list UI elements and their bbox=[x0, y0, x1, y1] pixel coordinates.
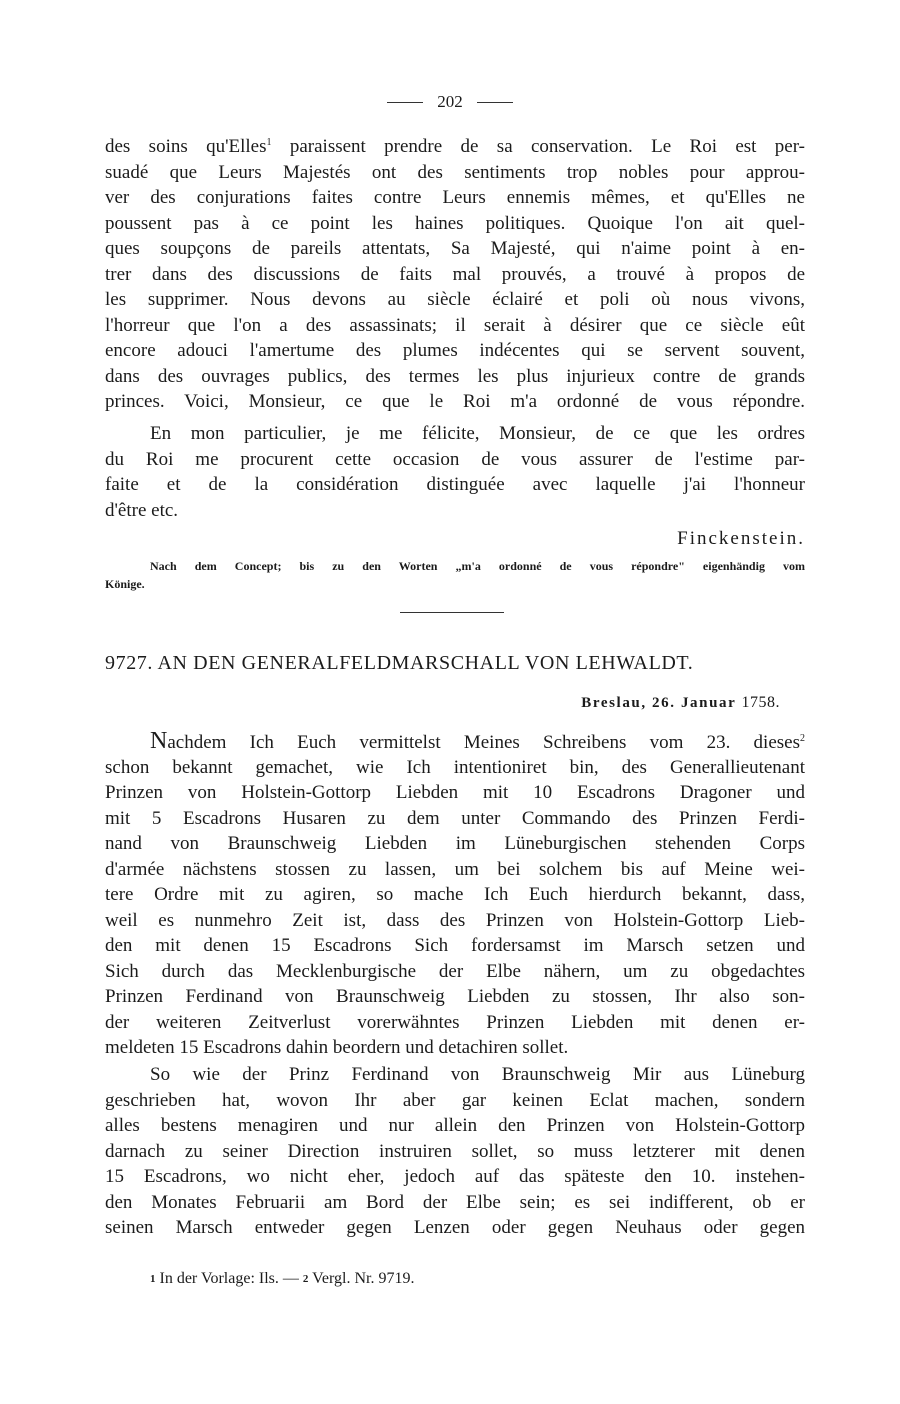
text-line: darnach zu seiner Direction instruiren sollet, so muss letzterer mit denen bbox=[105, 1140, 805, 1162]
footnote-mark: 1 bbox=[150, 1273, 156, 1285]
initial-letter: N bbox=[150, 728, 168, 754]
text-line: ques soupçons de pareils attentats, Sa Majesté, qui n'aime point à en- bbox=[105, 238, 805, 259]
text-line: l'horreur que l'on a des assassinats; il serait à désirer que ce siècle eût bbox=[105, 314, 805, 336]
text-line: Prinzen Ferdinand von Braunschweig Liebden zu stossen, Ihr also son- bbox=[105, 986, 805, 1007]
paragraph-1 bbox=[105, 134, 805, 415]
text-line: mit 5 Escadrons Husaren zu dem unter Commando des Prinzen Ferdi- bbox=[105, 807, 805, 829]
footnotes bbox=[150, 1268, 414, 1290]
text-line: So wie der Prinz Ferdinand von Braunschweig Mir aus Lüneburg bbox=[150, 1064, 805, 1085]
footnote-text: Vergl. Nr. 9719. bbox=[312, 1270, 415, 1287]
page-number: 202 bbox=[437, 92, 463, 111]
section-divider bbox=[400, 612, 504, 613]
text-line: der weiteren Zeitverlust vorerwähntes Prinzen Liebden mit denen er- bbox=[105, 1011, 805, 1033]
text-line: 15 Escadrons, wo nicht eher, jedoch auf das späteste den 10. instehen- bbox=[105, 1166, 805, 1187]
header-rule-left bbox=[387, 102, 423, 103]
paragraph-2 bbox=[105, 421, 805, 523]
text-line: geschrieben hat, wovon Ihr aber gar keinen Eclat machen, sondern bbox=[105, 1089, 805, 1111]
header-rule-right bbox=[477, 102, 513, 103]
dateline-year: 1758. bbox=[741, 694, 780, 711]
paragraph-3 bbox=[105, 729, 805, 1061]
footnote-ref: 1 bbox=[266, 137, 272, 148]
text-line: Nachdem Ich Euch vermittelst Meines Schreibens vom 23. dieses$^2$ bbox=[150, 728, 805, 754]
letter-heading: 9727. AN DEN GENERALFELDMARSCHALL VON LEHWALDT. bbox=[105, 652, 694, 674]
text-line: d'armée nächstens stossen zu lassen, um bei solchem bis auf Meine wei- bbox=[105, 858, 805, 880]
text-line: meldeten 15 Escadrons dahin beordern und detachiren sollet. bbox=[105, 1037, 569, 1058]
source-note bbox=[105, 557, 805, 593]
text-line: les supprimer. Nous devons au siècle éclairé et poli où nous vivons, bbox=[105, 289, 805, 310]
text-line: princes. Voici, Monsieur, ce que le Roi m'a ordonné de vous répondre. bbox=[105, 391, 805, 412]
text-line: nand von Braunschweig Liebden im Lüneburgischen stehenden Corps bbox=[105, 833, 805, 854]
text-line: poussent pas à ce point les haines politiques. Quoique l'on ait quel- bbox=[105, 212, 805, 234]
text-line: faite et de la considération distinguée avec laquelle j'ai l'honneur bbox=[105, 474, 805, 495]
text-line: suadé que Leurs Majestés ont des sentiments trop nobles pour approu- bbox=[105, 161, 805, 183]
text-line: des soins qu'Elles$^1$ paraissent prendre de sa conservation. Le Roi est per- bbox=[105, 136, 805, 157]
text-line: d'être etc. bbox=[105, 499, 179, 521]
signature: Finckenstein. bbox=[677, 528, 805, 549]
text-line: den mit denen 15 Escadrons Sich fordersamst im Marsch setzen und bbox=[105, 935, 805, 956]
note-line: Könige. bbox=[105, 577, 145, 591]
text-line: ver des conjurations faites contre Leurs ennemis mêmes, et qu'Elles ne bbox=[105, 187, 805, 208]
page-header bbox=[0, 90, 900, 114]
text-line: seinen Marsch entweder gegen Lenzen oder gegen Neuhaus oder gegen bbox=[105, 1217, 805, 1238]
footnote-text: In der Vorlage: Ils. — bbox=[159, 1270, 299, 1287]
paragraph-4 bbox=[105, 1062, 805, 1241]
text-line: weil es nunmehro Zeit ist, dass des Prinzen von Holstein-Gottorp Lieb- bbox=[105, 909, 805, 931]
text-line: En mon particulier, je me félicite, Monsieur, de ce que les ordres bbox=[150, 423, 805, 444]
text-line: tere Ordre mit zu agiren, so mache Ich Euch hierdurch bekannt, dass, bbox=[105, 884, 805, 905]
text-line: alles bestens menagiren und nur allein den Prinzen von Holstein-Gottorp bbox=[105, 1115, 805, 1136]
text-line: dans des ouvrages publics, des termes les plus injurieux contre de grands bbox=[105, 365, 805, 387]
footnote-mark: 2 bbox=[302, 1273, 309, 1285]
dateline bbox=[581, 694, 780, 712]
text-line: Prinzen von Holstein-Gottorp Liebden mit 10 Escadrons Dragoner und bbox=[105, 782, 805, 803]
text-line: den Monates Februarii am Bord der Elbe sein; es sei indifferent, ob er bbox=[105, 1191, 805, 1213]
text-line: trer dans des discussions de faits mal prouvés, a trouvé à propos de bbox=[105, 263, 805, 285]
footnote-ref: 2 bbox=[800, 733, 805, 744]
text-line: Sich durch das Mecklenburgische der Elbe nähern, um zu obgedachtes bbox=[105, 960, 805, 982]
text-line: du Roi me procurent cette occasion de vous assurer de l'estime par- bbox=[105, 448, 805, 470]
text-line: encore adouci l'amertume des plumes indécentes qui se servent souvent, bbox=[105, 340, 805, 361]
text-line: schon bekannt gemachet, wie Ich intentioniret bin, des Generallieutenant bbox=[105, 756, 805, 778]
note-line: Nach dem Concept; bis zu den Worten „m'a ordonné de vous répondre" eigenhändig vom bbox=[150, 559, 805, 573]
dateline-place: Breslau, 26. Januar bbox=[581, 695, 737, 711]
